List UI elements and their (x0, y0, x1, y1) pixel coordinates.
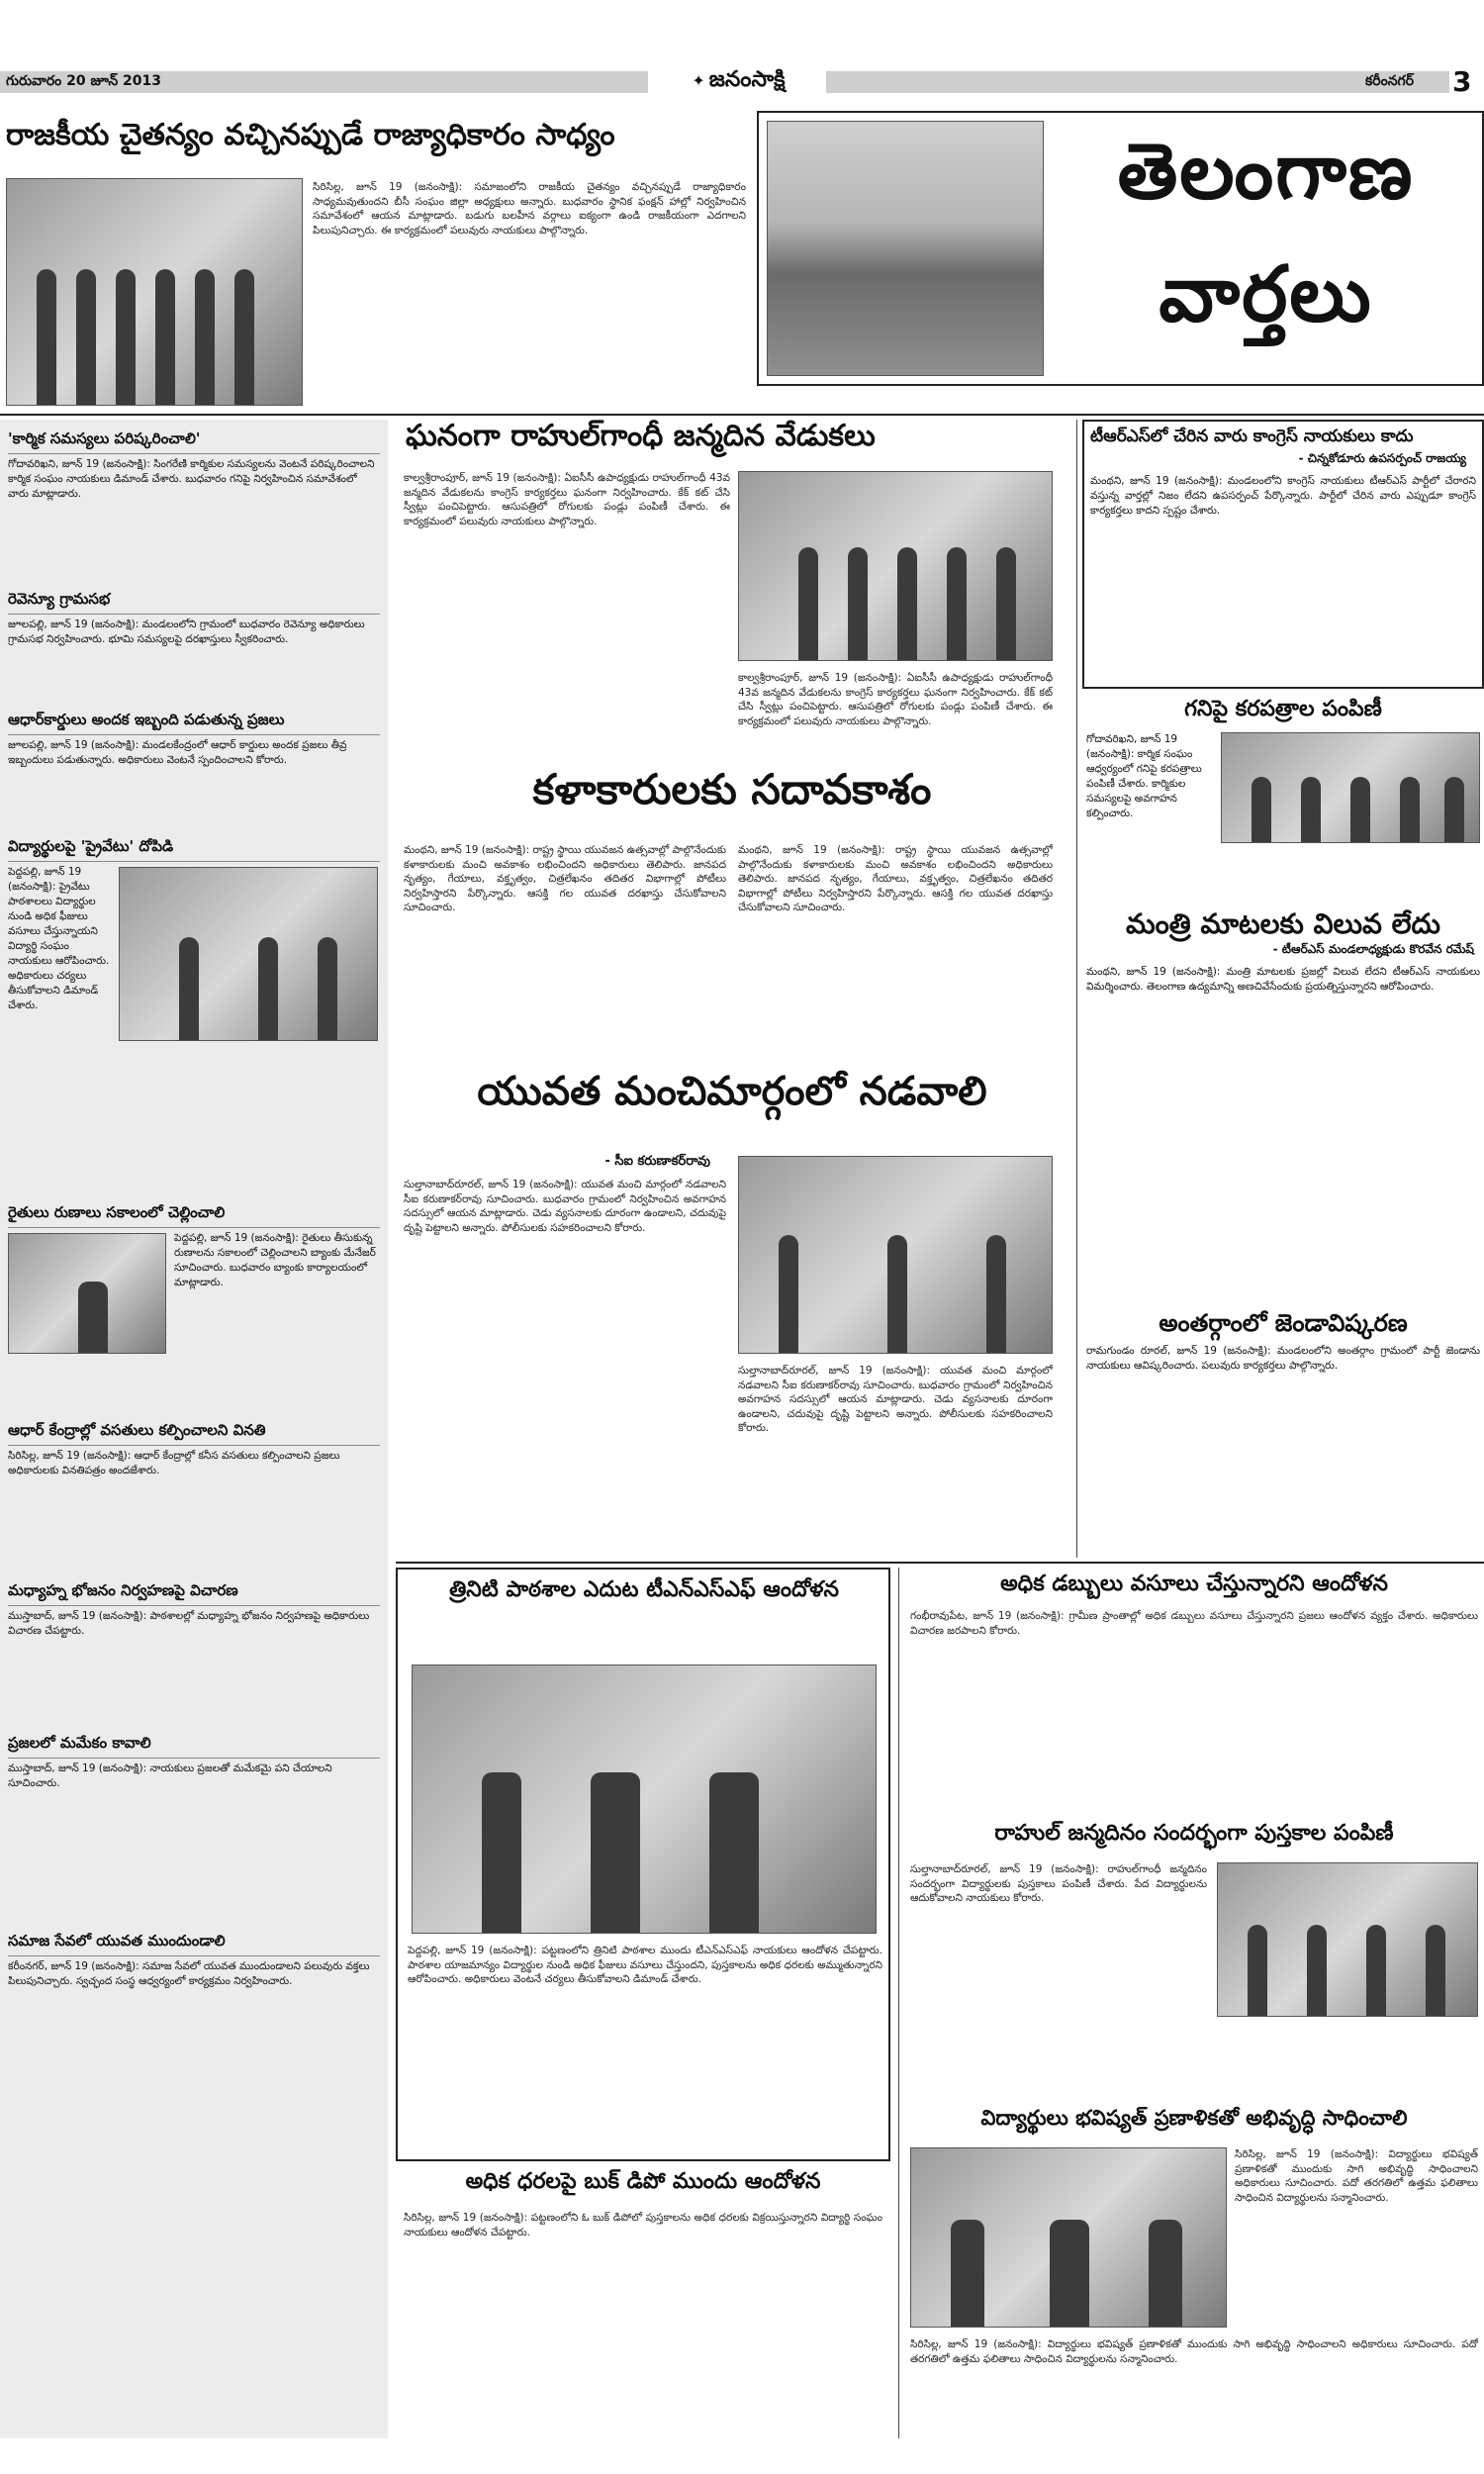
right-story-headline: టీఆర్ఎస్‌లో చేరిన వారు కాంగ్రెస్ నాయకులు కాదు (1090, 427, 1414, 446)
page-number: 3 (1452, 65, 1472, 98)
divider-vertical-2 (898, 1568, 899, 2438)
left-item-photo (8, 1233, 166, 1354)
money-story-headline: అధిక డబ్బులు వసూలు చేస్తున్నారని ఆందోళన (1000, 1571, 1388, 1596)
left-item-title: 'కార్మిక సమస్యలు పరిష్కరించాలి' (8, 429, 380, 454)
book-depot-story (396, 2167, 890, 2444)
right-story-body: మంథని, జూన్ 19 (జనంసాక్షి): మండలంలోని కాంగ్రెస్ నాయకులు టీఆర్ఎస్ పార్టీలో చేరారని వస్తున్న వార్తల్లో నిజం లేదని ఉపసర్పంచ్ పేర్కొన్నారు. పార్టీలో చేరిన వారు ఎప్పుడూ కాంగ్రెస్ కార్యకర్తలు కాదని స్పష్టం చేశారు. (1090, 474, 1476, 517)
right-story-body: రామగుండం రూరల్, జూన్ 19 (జనంసాక్షి): మండలంలోని అంతర్గాం గ్రామంలో పార్టీ జెండాను నాయకులు ఆవిష్కరించారు. పలువురు కార్యకర్తలు పాల్గొన్నారు. (1086, 1344, 1480, 1372)
left-item-body: సిరిసిల్ల, జూన్ 19 (జనంసాక్షి): ఆధార్ కేంద్రాల్లో కనీస వసతులు కల్పించాలని ప్రజలు అధికారులకు వినతిపత్రం అందజేశారు. (8, 1450, 340, 1476)
money-story (904, 1568, 1484, 1813)
right-story-byline: - టీఆర్ఎస్ మండలాధ్యక్షుడు కొరవేన రమేష్ (1272, 942, 1474, 957)
left-item-body: గోదావరిఖని, జూన్ 19 (జనంసాక్షి): సింగరేణి కార్మికుల సమస్యలను వెంటనే పరిష్కరించాలని కార్మిక సంఘం నాయకులు డిమాండ్ చేశారు. బుధవారం గనిపై నిర్వహించిన సమావేశంలో వారు మాట్లాడారు. (8, 458, 375, 500)
students-story-body-2: సిరిసిల్ల, జూన్ 19 (జనంసాక్షి): విద్యార్థులు భవిష్యత్ ప్రణాళికతో ముందుకు సాగి అభివృద్ధి సాధించాలని అధికారులు సూచించారు. పదో తరగతిలో ఉత్తమ ఫలితాలు సాధించిన విద్యార్థులను సన్మానించారు. (910, 2338, 1478, 2365)
top-story-body: సిరిసిల్ల, జూన్ 19 (జనంసాక్షి): సమాజంలోని రాజకీయ చైతన్యం వచ్చినప్పుడే రాజ్యాధికారం సాధ్యమవుతుందని బీసీ సంఘం జిల్లా అధ్యక్షులు అన్నారు. బుధవారం స్థానిక ఫంక్షన్ హాల్లో నిర్వహించిన సమావేశంలో ఆయన మాట్లాడారు. బడుగు బలహీన వర్గాలు ఐక్యంగా ఉండి రాజకీయంగా ఎదగాలని పిలుపునిచ్చారు. ఈ కార్యక్రమంలో పలువురు నాయకులు పాల్గొన్నారు. (313, 181, 746, 237)
banner-fort-photo (767, 121, 1044, 376)
left-item-body: కరీంనగర్, జూన్ 19 (జనంసాక్షి): సమాజ సేవలో యువత ముందుండాలని పలువురు వక్తలు పిలుపునిచ్చారు. స్వచ్ఛంద సంస్థ ఆధ్వర్యంలో కార్యక్రమం నిర్వహించారు. (8, 1960, 370, 1987)
artists-story-headline: కళాకారులకు సదావకాశం (532, 765, 932, 813)
left-item-body: పెద్దపల్లి, జూన్ 19 (జనంసాక్షి): రైతులు తీసుకున్న రుణాలను సకాలంలో చెల్లించాలని బ్యాంకు మేనేజర్ సూచించారు. బుధవారం బ్యాంకు కార్యాలయంలో మాట్లాడారు. (174, 1232, 376, 1288)
divider-vertical (1076, 420, 1077, 1558)
top-story-photo (6, 178, 303, 406)
left-item-body: జూలపల్లి, జూన్ 19 (జనంసాక్షి): మండలంలోని గ్రామంలో బుధవారం రెవెన్యూ అధికారులు గ్రామసభ నిర్వహించారు. భూమి సమస్యలపై దరఖాస్తులు స్వీకరించారు. (8, 618, 365, 645)
students-story-headline: విద్యార్థులు భవిష్యత్ ప్రణాళికతో అభివృద్ధి సాధించాలి (980, 2106, 1408, 2130)
right-column (1082, 420, 1484, 1558)
divider-middle (396, 1562, 1484, 1564)
rahul-story-photo (738, 471, 1053, 661)
right-story-body: గోదావరిఖని, జూన్ 19 (జనంసాక్షి): కార్మిక సంఘం ఆధ్వర్యంలో గనిపై కరపత్రాలు పంపిణీ చేశారు. కార్మికుల సమస్యలపై అవగాహన కల్పించారు. (1086, 733, 1202, 819)
left-item-body: ముస్తాబాద్, జూన్ 19 (జనంసాక్షి): నాయకులు ప్రజలతో మమేకమై పని చేయాలని సూచించారు. (8, 1762, 332, 1789)
left-item-title: ప్రజలలో మమేకం కావాలి (8, 1734, 380, 1759)
left-item-body: ముస్తాబాద్, జూన్ 19 (జనంసాక్షి): పాఠశాలల్లో మధ్యాహ్న భోజనం నిర్వహణపై అధికారులు విచారణ చేపట్టారు. (8, 1610, 370, 1637)
rahul-birthday-story (396, 420, 1068, 756)
books-story-headline: రాహుల్ జన్మదినం సందర్భంగా పుస్తకాల పంపిణీ (994, 1821, 1394, 1846)
right-story-headline: అంతర్గాంలో జెండావిష్కరణ (1159, 1309, 1408, 1337)
right-story-headline: మంత్రి మాటలకు విలువ లేదు (1125, 907, 1440, 940)
money-story-body: గంభీరావుపేట, జూన్ 19 (జనంసాక్షి): గ్రామీణ ప్రాంతాల్లో అధిక డబ్బులు వసూలు చేస్తున్నారని ప్రజలు ఆందోళన వ్యక్తం చేశారు. అధికారులు విచారణ జరపాలని కోరారు. (910, 1610, 1478, 1637)
artists-story-body-2: మంథని, జూన్ 19 (జనంసాక్షి): రాష్ట్ర స్థాయి యువజన ఉత్సవాల్లో పాల్గొనేందుకు కళాకారులకు మంచి అవకాశం లభించిందని అధికారులు తెలిపారు. జానపద నృత్యం, గేయాలు, వక్తృత్వం, చిత్రలేఖనం తదితర విభాగాల్లో పోటీలు నిర్వహిస్తారని పేర్కొన్నారు. ఆసక్తి గల యువత దరఖాస్తు చేసుకోవాలని సూచించారు. (738, 844, 1053, 913)
paper-logo (657, 67, 820, 97)
banner-line-1: తెలంగాణ (1117, 128, 1415, 217)
book-depot-headline: అధిక ధరలపై బుక్ డిపో ముందు ఆందోళన (465, 2169, 821, 2194)
right-story-photo (1221, 732, 1480, 843)
top-story-headline: రాజకీయ చైతన్యం వచ్చినప్పుడే రాజ్యాధికారం సాధ్యం (6, 118, 615, 152)
header-bar-right (826, 71, 1449, 93)
students-story-body: సిరిసిల్ల, జూన్ 19 (జనంసాక్షి): విద్యార్థులు భవిష్యత్ ప్రణాళికతో ముందుకు సాగి అభివృద్ధి సాధించాలని అధికారులు సూచించారు. పదో తరగతిలో ఉత్తమ ఫలితాలు సాధించిన విద్యార్థులను సన్మానించారు. (1235, 2148, 1478, 2204)
students-story-photo (910, 2147, 1227, 2328)
youth-story-body: సుల్తానాబాద్‌రూరల్, జూన్ 19 (జనంసాక్షి): యువత మంచి మార్గంలో నడవాలని సీఐ కరుణాకర్‌రావు సూచించారు. బుధవారం గ్రామంలో నిర్వహించిన అవగాహన సదస్సులో ఆయన మాట్లాడారు. చెడు వ్యసనాలకు దూరంగా ఉండాలని, చదువుపై దృష్టి పెట్టాలని అన్నారు. పోలీసులకు సహకరించాలని కోరారు. (404, 1179, 726, 1234)
left-item-title: ఆధార్‌కార్డులు అందక ఇబ్బంది పడుతున్న ప్రజలు (8, 711, 380, 735)
issue-date: గురువారం 20 జూన్ 2013 (6, 73, 162, 89)
books-story-photo (1217, 1862, 1478, 2017)
youth-story-byline: - సీఐ కరుణాకర్‌రావు (604, 1154, 710, 1169)
page-header (0, 63, 1484, 101)
left-item-photo (119, 867, 378, 1041)
tnsf-story-headline: త్రినిటి పాఠశాల ఎదుట టీఎన్ఎస్ఎఫ్ ఆందోళన (449, 1577, 839, 1602)
books-story-body: సుల్తానాబాద్‌రూరల్, జూన్ 19 (జనంసాక్షి): రాహుల్‌గాంధీ జన్మదినం సందర్భంగా విద్యార్థులకు పుస్తకాలు పంపిణీ చేశారు. పేద విద్యార్థులను ఆదుకోవాలని నాయకులు కోరారు. (910, 1863, 1207, 1904)
tnsf-story (396, 1568, 890, 2161)
banner-line-2: వార్తలు (1159, 250, 1373, 339)
right-story-headline: గనిపై కరపత్రాల పంపిణీ (1184, 697, 1382, 721)
left-item-body: పెద్దపల్లి, జూన్ 19 (జనంసాక్షి): ప్రైవేటు పాఠశాలలు విద్యార్థుల నుండి అధిక ఫీజులు వసూలు చేస్తున్నాయని విద్యార్థి సంఘం నాయకులు ఆరోపించారు. అధికారులు చర్యలు తీసుకోవాలని డిమాండ్ చేశారు. (8, 866, 110, 1011)
left-item-title: విద్యార్థులపై 'ప్రైవేటు' దోపిడి (8, 837, 380, 862)
rahul-story-body: కాల్వశ్రీరాంపూర్, జూన్ 19 (జనంసాక్షి): ఏఐసీసీ ఉపాధ్యక్షుడు రాహుల్‌గాంధీ 43వ జన్మదిన వేడుకలను కాంగ్రెస్ కార్యకర్తలు ఘనంగా నిర్వహించారు. కేక్ కట్ చేసి స్వీట్లు పంచిపెట్టారు. ఆసుపత్రిలో రోగులకు పండ్లు పంపిణీ చేశారు. ఈ కార్యక్రమంలో పలువురు నాయకులు పాల్గొన్నారు. (404, 472, 730, 527)
artists-story-body: మంథని, జూన్ 19 (జనంసాక్షి): రాష్ట్ర స్థాయి యువజన ఉత్సవాల్లో పాల్గొనేందుకు కళాకారులకు మంచి అవకాశం లభించిందని అధికారులు తెలిపారు. జానపద నృత్యం, గేయాలు, వక్తృత్వం, చిత్రలేఖనం తదితర విభాగాల్లో పోటీలు నిర్వహిస్తారని పేర్కొన్నారు. ఆసక్తి గల యువత దరఖాస్తు చేసుకోవాలని సూచించారు. (404, 844, 726, 913)
left-column (0, 420, 388, 2438)
youth-story-headline: యువత మంచిమార్గంలో నడవాలి (477, 1069, 987, 1114)
artists-story (396, 762, 1068, 1059)
right-story-body: మంథని, జూన్ 19 (జనంసాక్షి): మంత్రి మాటలకు ప్రజల్లో విలువ లేదని టీఆర్ఎస్ నాయకులు విమర్శించారు. తెలంగాణ ఉద్యమాన్ని అణచివేసేందుకు ప్రయత్నిస్తున్నారని ఆరోపించారు. (1086, 966, 1480, 994)
edition-name: కరీంనగర్ (1365, 73, 1414, 89)
youth-story-body-2: సుల్తానాబాద్‌రూరల్, జూన్ 19 (జనంసాక్షి): యువత మంచి మార్గంలో నడవాలని సీఐ కరుణాకర్‌రావు సూచించారు. బుధవారం గ్రామంలో నిర్వహించిన అవగాహన సదస్సులో ఆయన మాట్లాడారు. చెడు వ్యసనాలకు దూరంగా ఉండాలని, చదువుపై దృష్టి పెట్టాలని అన్నారు. పోలీసులకు సహకరించాలని కోరారు. (738, 1365, 1053, 1434)
left-item-title: రైతులు రుణాలు సకాలంలో చెల్లించాలి (8, 1203, 380, 1228)
youth-story-photo (738, 1156, 1053, 1354)
students-story (904, 2104, 1484, 2440)
left-item-body: జూలపల్లి, జూన్ 19 (జనంసాక్షి): మండలకేంద్రంలో ఆధార్ కార్డులు అందక ప్రజలు తీవ్ర ఇబ్బందులు పడుతున్నారు. అధికారులు వెంటనే స్పందించాలని కోరారు. (8, 739, 347, 766)
rahul-story-headline: ఘనంగా రాహుల్‌గాంధీ జన్మదిన వేడుకలు (406, 420, 876, 453)
youth-story (396, 1065, 1068, 1560)
tnsf-story-photo (412, 1665, 877, 1934)
rahul-story-body-2: కాల్వశ్రీరాంపూర్, జూన్ 19 (జనంసాక్షి): ఏఐసీసీ ఉపాధ్యక్షుడు రాహుల్‌గాంధీ 43వ జన్మదిన వేడుకలను కాంగ్రెస్ కార్యకర్తలు ఘనంగా నిర్వహించారు. కేక్ కట్ చేసి స్వీట్లు పంచిపెట్టారు. ఆసుపత్రిలో రోగులకు పండ్లు పంపిణీ చేశారు. ఈ కార్యక్రమంలో పలువురు నాయకులు పాల్గొన్నారు. (738, 672, 1053, 727)
left-item-title: రెవెన్యూ గ్రామసభ (8, 590, 380, 615)
tnsf-story-body: పెద్దపల్లి, జూన్ 19 (జనంసాక్షి): పట్టణంలోని త్రినిటి పాఠశాల ముందు టీఎన్ఎస్ఎఫ్ నాయకులు ఆందోళన చేపట్టారు. పాఠశాల యాజమాన్యం విద్యార్థుల నుండి అధిక ఫీజులు వసూలు చేస్తుందని, పుస్తకాలను అధిక ధరలకు అమ్ముతున్నారని ఆరోపించారు. అధికారులు వెంటనే చర్యలు తీసుకోవాలని డిమాండ్ చేశారు. (408, 1945, 882, 1985)
paper-name: జనంసాక్షి (708, 67, 786, 92)
right-story-byline: - చిన్నకోడూరు ఉపసర్పంచ్ రాజయ్య (1298, 450, 1466, 465)
left-item-title: సమాజ సేవలో యువత ముందుండాలి (8, 1932, 380, 1956)
book-depot-body: సిరిసిల్ల, జూన్ 19 (జనంసాక్షి): పట్టణంలోని ఓ బుక్ డిపోలో పుస్తకాలను అధిక ధరలకు విక్రయిస్తున్నారని విద్యార్థి సంఘం నాయకులు ఆందోళన చేపట్టారు. (404, 2212, 882, 2238)
top-story (0, 111, 752, 413)
logo-bird-icon: ✦ (692, 71, 705, 90)
left-item-title: ఆధార్ కేంద్రాల్లో వసతులు కల్పించాలని వినతి (8, 1421, 380, 1446)
telangana-banner (757, 111, 1484, 386)
divider-top (0, 414, 1484, 416)
books-distribution-story (904, 1817, 1484, 2100)
left-item-title: మధ్యాహ్న భోజనం నిర్వహణపై విచారణ (8, 1581, 380, 1606)
